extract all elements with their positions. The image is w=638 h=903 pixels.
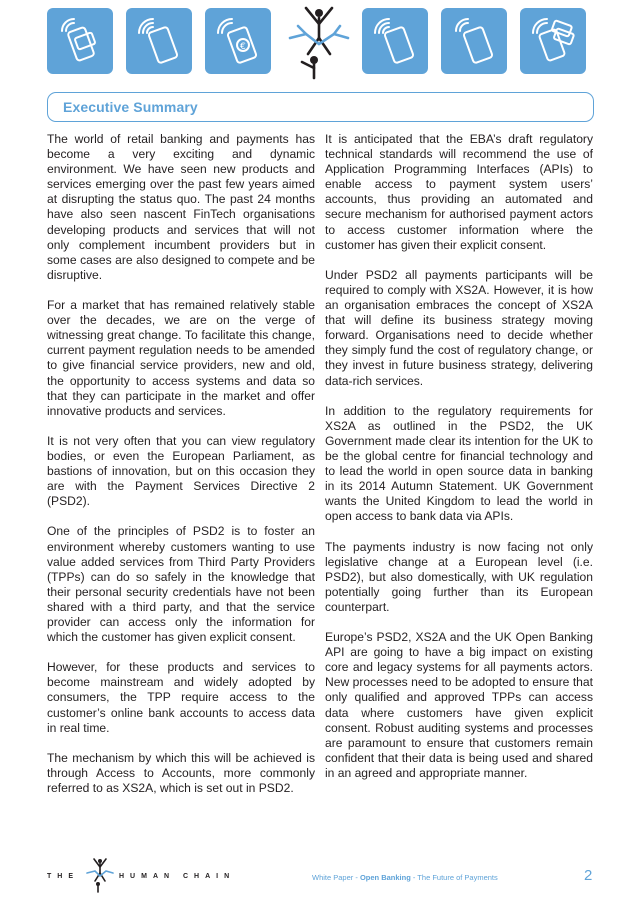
human-chain-logo <box>284 4 354 80</box>
header-banner <box>0 0 638 86</box>
human-chain-mark-icon <box>85 857 115 893</box>
paragraph: One of the principles of PSD2 is to foster an environment whereby customers wanting to use value added services from Third Party Providers (TPPs) can do so safely in the knowledge that their personal security credentials have not been shared with a third party, and that the service provider can access only the information for which the customer has given explicit consent. <box>47 524 315 645</box>
paragraph: The world of retail banking and payments has become a very exciting and dynamic environment. We have seen new products and services emerging over the past few years aimed at disrupting the status quo. The past 24 months have also seen nascent FinTech organisations developing products and services that will not only complement incumbent providers but in some cases are also designed to compete and be disruptive. <box>47 132 315 282</box>
section-header <box>47 92 594 122</box>
caption-suffix: - The Future of Payments <box>410 873 498 882</box>
paragraph: Under PSD2 all payments participants will be required to comply with XS2A. However, it is how an organisation embraces the concept of XS2A that will define its business strategy moving forward. Organisations need to decide whether they simply fund the cost of regulatory change, or they invest in future business strategy, delivering data-rich services. <box>325 267 593 388</box>
paragraph: The mechanism by which this will be achieved is through Access to Accounts, more commonly referred to as XS2A, which is set out in PSD2. <box>47 750 315 796</box>
card-phone-icon <box>54 15 106 67</box>
cards-phone-icon <box>527 15 579 67</box>
banner-tile <box>441 8 507 74</box>
right-column <box>325 132 593 781</box>
footer-caption <box>312 873 498 882</box>
svg-text:€: € <box>240 42 246 52</box>
wireless-phone-icon <box>133 15 185 67</box>
paragraph: For a market that has remained relatively stable over the decades, we are on the verge of witnessing great change. To facilitate this change, current payment regulation needs to be amended to give financial service providers, new and old, the opportunity to access systems and data so that they can participate in the market and offer innovative products and services. <box>47 298 315 418</box>
banner-tile <box>126 8 192 74</box>
paragraph: Europe’s PSD2, XS2A and the UK Open Banking API are going to have a big impact on existing core and legacy systems for all payments actors. New processes need to be adopted to ensure that only qualified and approved TPPs can access data where customers have given explicit consent. Robust auditing systems and processes are paramount to ensure that customers remain confident that their data is being used and shared in an agreed and appropriate manner. <box>325 630 593 780</box>
brand-word-chain: CHAIN <box>183 873 236 880</box>
paragraph: The payments industry is now facing not only legislative change at a European level (i.e. PSD2), but also domestically, with UK regulation potentially going further than its European counterpart. <box>325 539 593 614</box>
paragraph: In addition to the regulatory requirements for XS2A as outlined in the PSD2, the UK Government made clear its intention for the UK to be the global centre for financial technology and to lead the world in open source data in banking in its 2014 Autumn Statement. UK Government wants the United Kingdom to lead the world in open access to bank data via APIs. <box>325 403 593 524</box>
wireless-phone-icon <box>369 15 421 67</box>
paragraph: It is not very often that you can view regulatory bodies, or even the European Parliament, as bastions of innovation, but on this occasion they are with the Payment Services Directive 2 (PSD2). <box>47 433 315 509</box>
brand-word-human: HUMAN <box>119 873 176 880</box>
banner-tile <box>520 8 586 74</box>
brand-word-the: THE <box>47 873 79 880</box>
left-column <box>47 132 315 796</box>
footer-brand <box>47 857 267 893</box>
banner-tile <box>205 8 271 74</box>
page-footer <box>0 855 638 895</box>
euro-phone-icon <box>212 15 264 67</box>
banner-tile <box>47 8 113 74</box>
page-number: 2 <box>584 867 593 884</box>
section-title: Executive Summary <box>63 99 198 115</box>
paragraph: It is anticipated that the EBA’s draft regulatory technical standards will recommend the use of Application Programming Interfaces (APIs) to enable access to payment system users’ accounts, thus providing an automated and secure mechanism for authorised payment actors to access customer information where the customer has given their explicit consent. <box>325 132 593 252</box>
caption-topic: Open Banking <box>359 873 411 882</box>
banner-tile <box>362 8 428 74</box>
paragraph: However, for these products and services to become mainstream and widely adopted by consumers, the TPP require access to the customer’s online bank accounts to access data in real time. <box>47 660 315 735</box>
caption-prefix: White Paper - <box>312 873 360 882</box>
wireless-phone-icon <box>448 15 500 67</box>
